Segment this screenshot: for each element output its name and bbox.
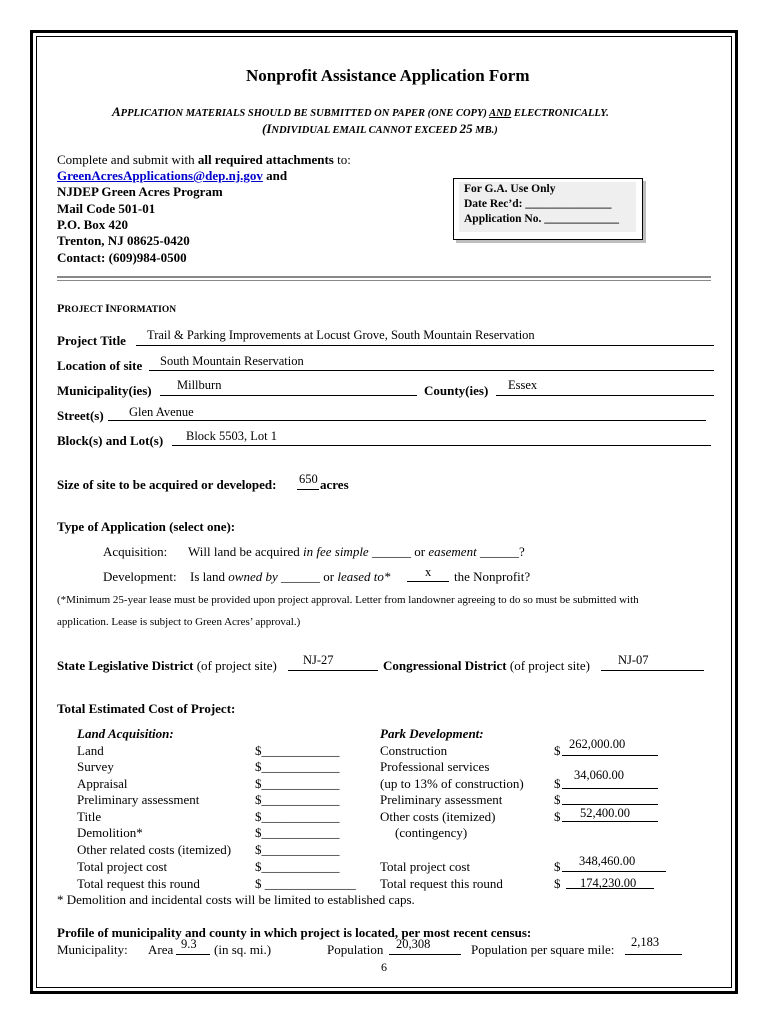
density-label: Population per square mile:	[471, 942, 615, 957]
ga-use-only-box	[453, 178, 643, 240]
land-item-amount[interactable]: $____________	[255, 859, 340, 874]
total-cost-heading: Total Estimated Cost of Project:	[57, 701, 236, 716]
land-item-label: Land	[77, 743, 104, 758]
project-title-line	[136, 345, 714, 346]
land-item-amount[interactable]: $____________	[255, 759, 340, 774]
density-field[interactable]: 2,183	[631, 935, 660, 949]
county-field[interactable]: Essex	[508, 378, 538, 392]
population-label: Population	[327, 942, 384, 957]
county-line	[496, 395, 714, 396]
land-item-amount[interactable]: $____________	[255, 743, 340, 758]
population-line	[389, 954, 461, 955]
park-item-label: Preliminary assessment	[380, 792, 503, 807]
area-label: Area	[148, 942, 174, 957]
project-title-label: Project Title	[57, 333, 126, 348]
state-district-label: State Legislative District (of project site)	[57, 658, 277, 673]
land-item-label: Demolition*	[77, 825, 143, 840]
street-line	[108, 420, 706, 421]
subtitle-line-1: APPLICATION MATERIALS SHOULD BE SUBMITTED ON PAPER (ONE COPY) AND ELECTRONICALLY.	[112, 104, 609, 119]
professional-dollar: $	[554, 776, 561, 791]
land-item-label: Total request this round	[77, 876, 200, 891]
development-label: Development:	[103, 569, 177, 584]
park-total-dollar: $	[554, 859, 561, 874]
ga-date-received[interactable]: Date Rec’d: _______________	[464, 198, 612, 210]
professional-amount[interactable]: 34,060.00	[574, 768, 624, 782]
land-item-label: Total project cost	[77, 859, 168, 874]
ga-box-title: For G.A. Use Only	[464, 183, 556, 195]
park-item-label: Professional services	[380, 759, 490, 774]
other-costs-amount[interactable]: 52,400.00	[580, 806, 630, 820]
park-item-label: Other costs (itemized)	[380, 809, 496, 824]
land-item-amount[interactable]: $____________	[255, 825, 340, 840]
submission-email-row: GreenAcresApplications@dep.nj.gov and	[57, 168, 288, 183]
development-question: Is land owned by ______ or leased to*	[190, 569, 391, 584]
city-address: Trenton, NJ 08625-0420	[57, 233, 190, 248]
development-question-end: the Nonprofit?	[454, 569, 531, 584]
park-total-line	[562, 871, 666, 872]
site-size-unit: acres	[320, 477, 349, 492]
land-item-label: Survey	[77, 759, 114, 774]
park-item-label: (up to 13% of construction)	[380, 776, 524, 791]
org-name: NJDEP Green Acres Program	[57, 184, 223, 199]
site-size-line	[297, 489, 319, 490]
other-costs-line	[562, 821, 658, 822]
census-heading: Profile of municipality and county in which project is located, per most recent census:	[57, 925, 532, 940]
professional-line	[562, 788, 658, 789]
park-total-amount[interactable]: 348,460.00	[579, 854, 636, 868]
park-item-label: (contingency)	[395, 825, 468, 840]
congress-district-line	[601, 670, 704, 671]
municipality-line	[160, 395, 417, 396]
land-item-label: Appraisal	[77, 776, 128, 791]
land-acquisition-heading: Land Acquisition:	[77, 726, 174, 741]
construction-dollar: $	[554, 743, 561, 758]
census-municipality-label: Municipality:	[57, 942, 128, 957]
area-line	[176, 954, 210, 955]
area-unit: (in sq. mi.)	[214, 942, 272, 957]
prelim-park-dollar: $	[554, 792, 561, 807]
street-label: Street(s)	[57, 408, 104, 423]
contact-phone: Contact: (609)984-0500	[57, 250, 187, 265]
application-type-heading: Type of Application (select one):	[57, 519, 236, 534]
land-item-amount[interactable]: $____________	[255, 792, 340, 807]
po-box: P.O. Box 420	[57, 217, 129, 232]
land-item-label: Preliminary assessment	[77, 792, 200, 807]
page-number: 6	[381, 960, 387, 974]
density-line	[625, 954, 682, 955]
block-lot-line	[172, 445, 711, 446]
leased-to-mark[interactable]: x	[425, 565, 432, 579]
subtitle-line-2: (INDIVIDUAL EMAIL CANNOT EXCEED 25 MB.)	[262, 121, 498, 136]
block-lot-field[interactable]: Block 5503, Lot 1	[186, 429, 277, 443]
construction-amount[interactable]: 262,000.00	[569, 737, 626, 751]
project-info-heading: PROJECT INFORMATION	[57, 301, 177, 315]
other-costs-dollar: $	[554, 809, 561, 824]
location-line	[149, 370, 714, 371]
state-district-field[interactable]: NJ-27	[303, 653, 334, 667]
land-item-label: Other related costs (itemized)	[77, 842, 232, 857]
county-label: County(ies)	[424, 383, 489, 398]
street-field[interactable]: Glen Avenue	[129, 405, 194, 419]
prelim-park-line	[562, 804, 658, 805]
construction-line	[562, 755, 658, 756]
lease-note-line-2: application. Lease is subject to Green Acres’ approval.)	[57, 616, 301, 628]
population-field[interactable]: 20,308	[396, 937, 431, 951]
section-divider-2	[57, 280, 711, 281]
leased-to-line	[407, 581, 449, 582]
park-development-heading: Park Development:	[380, 726, 484, 741]
municipality-field[interactable]: Millburn	[177, 378, 222, 392]
lease-note-line-1: (*Minimum 25-year lease must be provided upon project approval. Letter from landowner agreeing to do so must be submitted with	[57, 594, 639, 606]
land-item-amount[interactable]: $____________	[255, 809, 340, 824]
site-size-label: Size of site to be acquired or developed:	[57, 477, 277, 492]
section-divider	[57, 276, 711, 278]
park-request-amount[interactable]: 174,230.00	[580, 876, 637, 890]
area-field[interactable]: 9.3	[181, 937, 197, 951]
state-district-line	[288, 670, 378, 671]
park-item-label: Total project cost	[380, 859, 471, 874]
email-link[interactable]: GreenAcresApplications@dep.nj.gov	[57, 168, 263, 183]
park-request-dollar: $	[554, 876, 561, 891]
submission-intro: Complete and submit with all required attachments to:	[57, 152, 351, 167]
land-item-label: Title	[77, 809, 102, 824]
municipality-label: Municipality(ies)	[57, 383, 152, 398]
demolition-footnote: * Demolition and incidental costs will be limited to established caps.	[57, 892, 415, 907]
land-item-amount[interactable]: $____________	[255, 776, 340, 791]
congress-district-label: Congressional District (of project site)	[383, 658, 591, 673]
location-label: Location of site	[57, 358, 143, 373]
land-item-amount[interactable]: $ ______________	[255, 876, 356, 891]
location-field[interactable]: South Mountain Reservation	[160, 354, 304, 368]
site-size-field[interactable]: 650	[299, 472, 318, 486]
park-item-label: Total request this round	[380, 876, 503, 891]
acquisition-question: Will land be acquired in fee simple ______ or easement ______?	[188, 544, 525, 559]
congress-district-field[interactable]: NJ-07	[618, 653, 649, 667]
land-item-amount[interactable]: $____________	[255, 842, 340, 857]
project-title-field[interactable]: Trail & Parking Improvements at Locust Grove, South Mountain Reservation	[147, 328, 535, 342]
acquisition-label: Acquisition:	[103, 544, 168, 559]
ga-application-number[interactable]: Application No. _____________	[464, 213, 619, 225]
mail-code: Mail Code 501-01	[57, 201, 156, 216]
block-lot-label: Block(s) and Lot(s)	[57, 433, 164, 448]
form-title: Nonprofit Assistance Application Form	[246, 66, 530, 85]
park-item-label: Construction	[380, 743, 448, 758]
